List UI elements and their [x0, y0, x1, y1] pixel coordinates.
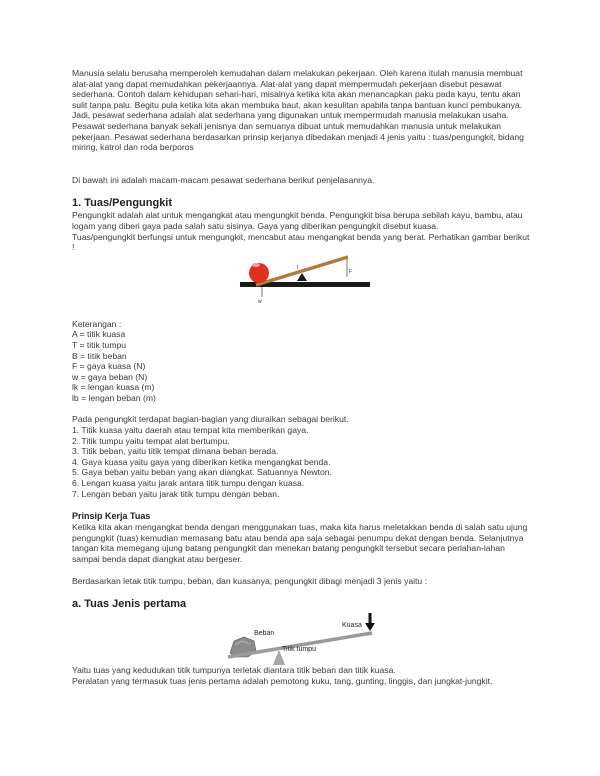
- section-1-description-2: Tuas/pengungkit berfungsi untuk mengungkit, mencabut atau mengangkat benda yang berat. Perhatikan gambar berikut !: [72, 231, 530, 253]
- section-1-title: 1. Tuas/Pengungkit: [72, 197, 173, 210]
- label-w: w: [258, 298, 262, 305]
- keterangan-item: T = titik tumpu: [72, 339, 127, 350]
- lever-diagram: [72, 253, 532, 311]
- section-a-title: a. Tuas Jenis pertama: [72, 598, 187, 611]
- parts-intro: Pada pengungkit terdapat bagian-bagian yang diuraikan sebagai berikut.: [72, 414, 349, 425]
- label-titik-tumpu: Titik tumpu: [282, 646, 316, 654]
- lever-figure: [72, 253, 532, 311]
- label-beban: Beban: [254, 630, 275, 638]
- parts-item: 5. Gaya beban yaitu beban yang akan diangkat. Satuannya Newton.: [72, 467, 332, 478]
- lead-paragraph: Di bawah ini adalah macam-macam pesawat sederhana berikut penjelasannya.: [72, 174, 375, 185]
- keterangan-item: w = gaya beban (N): [72, 371, 148, 382]
- parts-item: 2. Titik tumpu yaitu tempat alat bertumpu.: [72, 435, 230, 446]
- keterangan-item: lb = lengan beban (m): [72, 392, 156, 403]
- parts-item: 4. Gaya kuasa yaitu gaya yang diberikan ketika mengangkat benda.: [72, 456, 331, 467]
- label-f: F: [349, 268, 353, 275]
- document-page: [72, 68, 532, 686]
- keterangan-list: [72, 329, 532, 403]
- parts-list: [72, 425, 532, 499]
- parts-item: 7. Lengan beban yaitu jarak titik tumpu dengan beban.: [72, 488, 280, 499]
- fulcrum-triangle: [297, 273, 307, 281]
- effort-arrow-head: [365, 623, 375, 631]
- jenis-intro: Berdasarkan letak titik tumpu, beban, dan kuasanya, pengungkit dibagi menjadi 3 jenis yaitu :: [72, 575, 427, 586]
- first-class-lever-diagram: [72, 611, 532, 665]
- section-1-description: Pengungkit adalah alat untuk mengangkat atau mengungkit benda. Pengungkit bisa berupa sebilah kayu, bambu, atau logam yang diberi gaya pada salah satu sisinya. Gaya yang diberikan pengungkit disebut kuasa.: [72, 210, 523, 231]
- parts-item: 3. Titik beban, yaitu titik tempat dimana beban berada.: [72, 446, 279, 457]
- parts-item: 1. Titik kuasa yaitu daerah atau tempat kita memberikan gaya.: [72, 425, 309, 436]
- intro-paragraph: Manusia selalu berusaha memperoleh kemudahan dalam melakukan pekerjaan. Oleh karena itulah manusia membuat alat-alat yang dapat memudahkan pekerjaannya. Alat-alat yang dapat mempermudah pekerjaan disebut pesawat sederhana. Contoh dalam kehidupan sehari-hari, misalnya ketika kita akan menancapkan paku pada kayu, tentu akan sulit tanpa palu. Begitu pula ketika kita akan membuka baut, akan kesulitan apabila tanpa bantuan kunci pembukanya. Jadi, pesawat sederhana adalah alat sederhana yang digunakan untuk mempermudah manusia melakukan usaha. Pesawat sederhana banyak sekali jenisnya dan semuanya dibuat untuk memudahkan manusia untuk melakukan pekerjaan. Pesawat sederhana berdasarkan prinsip kerjanya dibedakan menjadi 4 jenis yaitu : tuas/pengungkit, bidang miring, katrol dan roda berporos: [72, 68, 524, 153]
- label-l: l: [297, 264, 299, 271]
- fulcrum-triangle-2: [272, 651, 286, 665]
- first-class-lever-figure: [72, 611, 532, 665]
- parts-item: 6. Lengan kuasa yaitu jarak antara titik tumpu dengan kuasa.: [72, 478, 305, 489]
- section-a-description-2: Peralatan yang termasuk tuas jenis pertama adalah pemotong kuku, tang, gunting, linggis, dan jungkat-jungkit.: [72, 675, 493, 686]
- keterangan-item: lk = lengan kuasa (m): [72, 382, 155, 393]
- keterangan-item: B = titik beban: [72, 350, 127, 361]
- prinsip-title: Prinsip Kerja Tuas: [72, 511, 151, 522]
- section-a-description: Yaitu tuas yang kedudukan titik tumpunya terletak diantara titik beban dan titik kuasa.: [72, 665, 396, 676]
- label-kuasa: Kuasa: [342, 622, 362, 630]
- keterangan-item: A = titik kuasa: [72, 329, 126, 340]
- keterangan-item: F = gaya kuasa (N): [72, 361, 146, 372]
- prinsip-paragraph: Ketika kita akan mengangkat benda dengan menggunakan tuas, maka kita harus meletakkan benda di salah satu ujung pengungkit (tuas) kemudian memasang batu atau benda apa saja sebagai penumpu dekat dengan benda. Selanjutnya tangan kita memegang ujung batang pengungkit dan menekan batang pengungkit tersebut secara perlahan-lahan sampai benda dapat diangkat atau bergeser.: [72, 522, 528, 564]
- keterangan-title: Keterangan :: [72, 318, 122, 329]
